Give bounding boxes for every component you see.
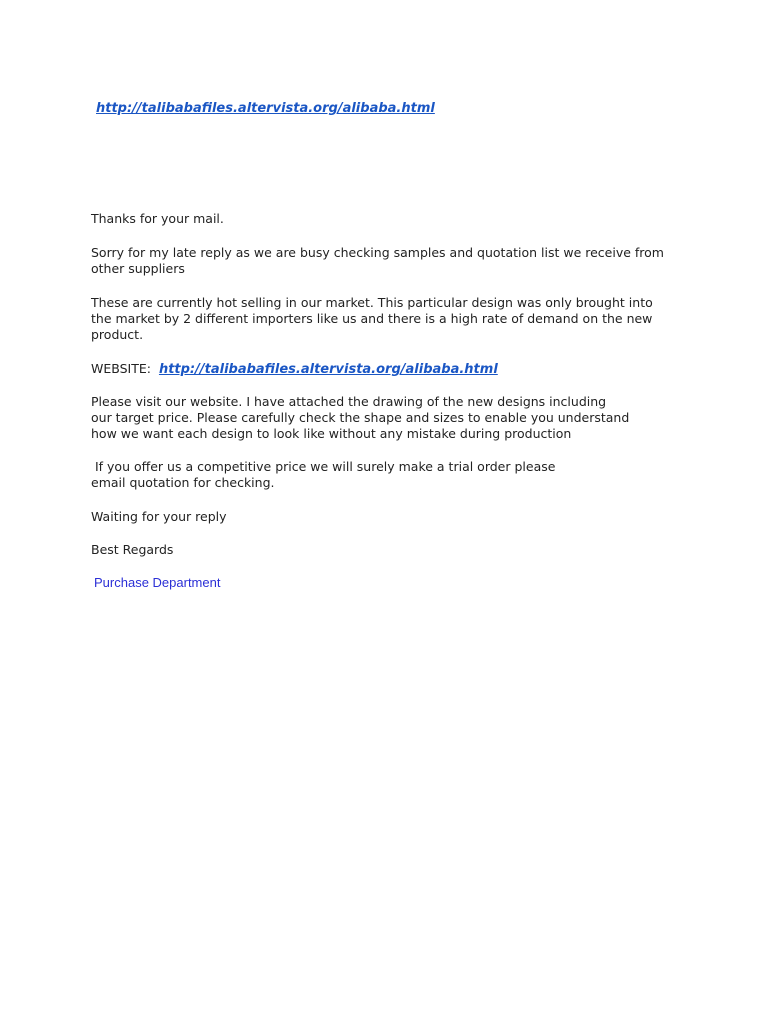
visit-line-3: how we want each design to look like without any mistake during production: [91, 426, 572, 441]
offer-line-2: email quotation for checking.: [91, 475, 275, 490]
visit-paragraph: [91, 394, 651, 442]
sorry-paragraph: [91, 245, 691, 277]
hot-line-3: product.: [91, 327, 144, 342]
offer-line-1: If you offer us a competitive price we will surely make a trial order please: [91, 459, 556, 474]
website-label: WEBSITE:: [91, 361, 151, 376]
visit-line-1: Please visit our website. I have attached the drawing of the new designs including: [91, 394, 607, 409]
website-link[interactable]: http://talibabafiles.altervista.org/alibaba.html: [158, 362, 498, 377]
sorry-line-1: Sorry for my late reply as we are busy checking samples and quotation list we receive from: [91, 245, 664, 260]
regards-paragraph: Best Regards: [91, 542, 174, 557]
visit-line-2: our target price. Please carefully check the shape and sizes to enable you understand: [91, 410, 630, 425]
website-paragraph: [91, 360, 498, 379]
waiting-paragraph: Waiting for your reply: [91, 509, 227, 524]
department-signature: Purchase Department: [94, 575, 221, 590]
top-link-container: [96, 99, 435, 118]
offer-paragraph: [91, 459, 611, 491]
hot-line-1: These are currently hot selling in our market. This particular design was only brought into: [91, 295, 653, 310]
top-website-link[interactable]: http://talibabafiles.altervista.org/alibaba.html: [96, 101, 435, 116]
hot-line-2: the market by 2 different importers like us and there is a high rate of demand on the new: [91, 311, 653, 326]
greeting-paragraph: Thanks for your mail.: [91, 211, 224, 226]
hot-selling-paragraph: [91, 295, 691, 343]
sorry-line-2: other suppliers: [91, 261, 185, 276]
